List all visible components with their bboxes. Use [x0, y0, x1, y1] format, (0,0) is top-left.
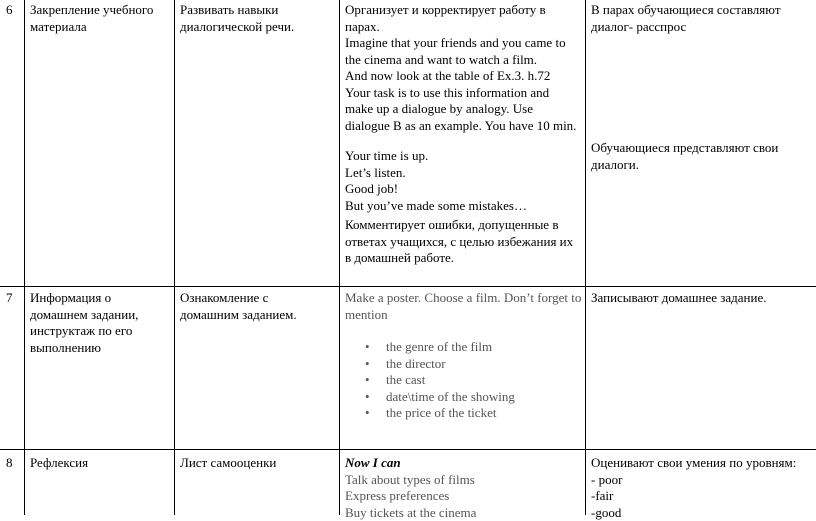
row7-students: Записывают домашнее задание.: [591, 290, 813, 307]
row8-teacher-line: Buy tickets at the cinema: [345, 505, 583, 521]
row6-teacher-line: Let’s listen.: [345, 165, 577, 182]
bullet-icon: •: [365, 389, 370, 406]
row8-students-line: -good: [591, 505, 813, 521]
row8-teacher-line: Talk about types of films: [345, 472, 583, 489]
list-item: • the genre of the film: [345, 339, 583, 356]
row6-stage: Закрепление учебного материала: [30, 2, 168, 35]
row8-stage: Рефлексия: [30, 455, 170, 472]
row6-teacher-line: Good job!: [345, 181, 577, 198]
row8-number: 8: [6, 455, 22, 472]
col-border-1: [24, 0, 25, 515]
col-border-2: [174, 0, 175, 515]
row7-number: 7: [6, 290, 22, 307]
row6-teacher-comment: Комментирует ошибки, допущенные в ответах учащихся, с целью избежания их в домашней работе.: [345, 217, 577, 267]
row6-teacher-line: Imagine that your friends and you came to the cinema and want to watch a film.: [345, 35, 577, 68]
row6-students-present: Обучающиеся представляют свои диалоги.: [591, 140, 813, 173]
row6-teacher-line: And now look at the table of Ex.3. h.72: [345, 68, 577, 85]
row8-students-line: - poor: [591, 472, 813, 489]
row7-stage: Информация о домашнем задании, инструктаж по его выполнению: [30, 290, 170, 356]
row6-teacher-line: But you’ve made some mistakes…: [345, 198, 577, 215]
row6-teacher-block1: [345, 2, 577, 134]
row7-goal: Ознакомление с домашним заданием.: [180, 290, 330, 323]
row8-teacher-title: Now I can: [345, 455, 583, 472]
row7-teacher-intro: Make a poster. Choose a film. Don’t forget to mention: [345, 290, 583, 323]
row6-number: 6: [6, 2, 22, 19]
row8-teacher-line: Express preferences: [345, 488, 583, 505]
row6-bottom-border: [0, 286, 816, 287]
col-border-3: [339, 0, 340, 515]
list-item: • the cast: [345, 372, 583, 389]
bullet-icon: •: [365, 405, 370, 422]
row8-students-line: Оценивают свои умения по уровням:: [591, 455, 813, 472]
row6-goal: Развивать навыки диалогической речи.: [180, 2, 330, 35]
list-item: • date\time of the showing: [345, 389, 583, 406]
col-border-4: [585, 0, 586, 515]
row6-teacher-line: Your time is up.: [345, 148, 577, 165]
bullet-icon: •: [365, 356, 370, 373]
homework-bullet-list: [345, 339, 583, 422]
row8-students-line: -fair: [591, 488, 813, 505]
bullet-icon: •: [365, 372, 370, 389]
row7-teacher: [345, 290, 583, 422]
row6-teacher-block2: [345, 148, 577, 214]
row6-teacher-line: Организует и корректирует работу в парах.: [345, 2, 577, 35]
list-item: • the price of the ticket: [345, 405, 583, 422]
row6-teacher-line: Your task is to use this information and make up a dialogue by analogy. Use dialogue B as an example. You have 10 min.: [345, 85, 577, 135]
row8-teacher: [345, 455, 583, 521]
row8-goal: Лист самооценки: [180, 455, 330, 472]
bullet-icon: •: [365, 339, 370, 356]
row7-bottom-border: [0, 449, 816, 450]
row6-students-pairs: В парах обучающиеся составляют диалог- расспрос: [591, 2, 813, 35]
list-item: • the director: [345, 356, 583, 373]
row8-students: [591, 455, 813, 521]
